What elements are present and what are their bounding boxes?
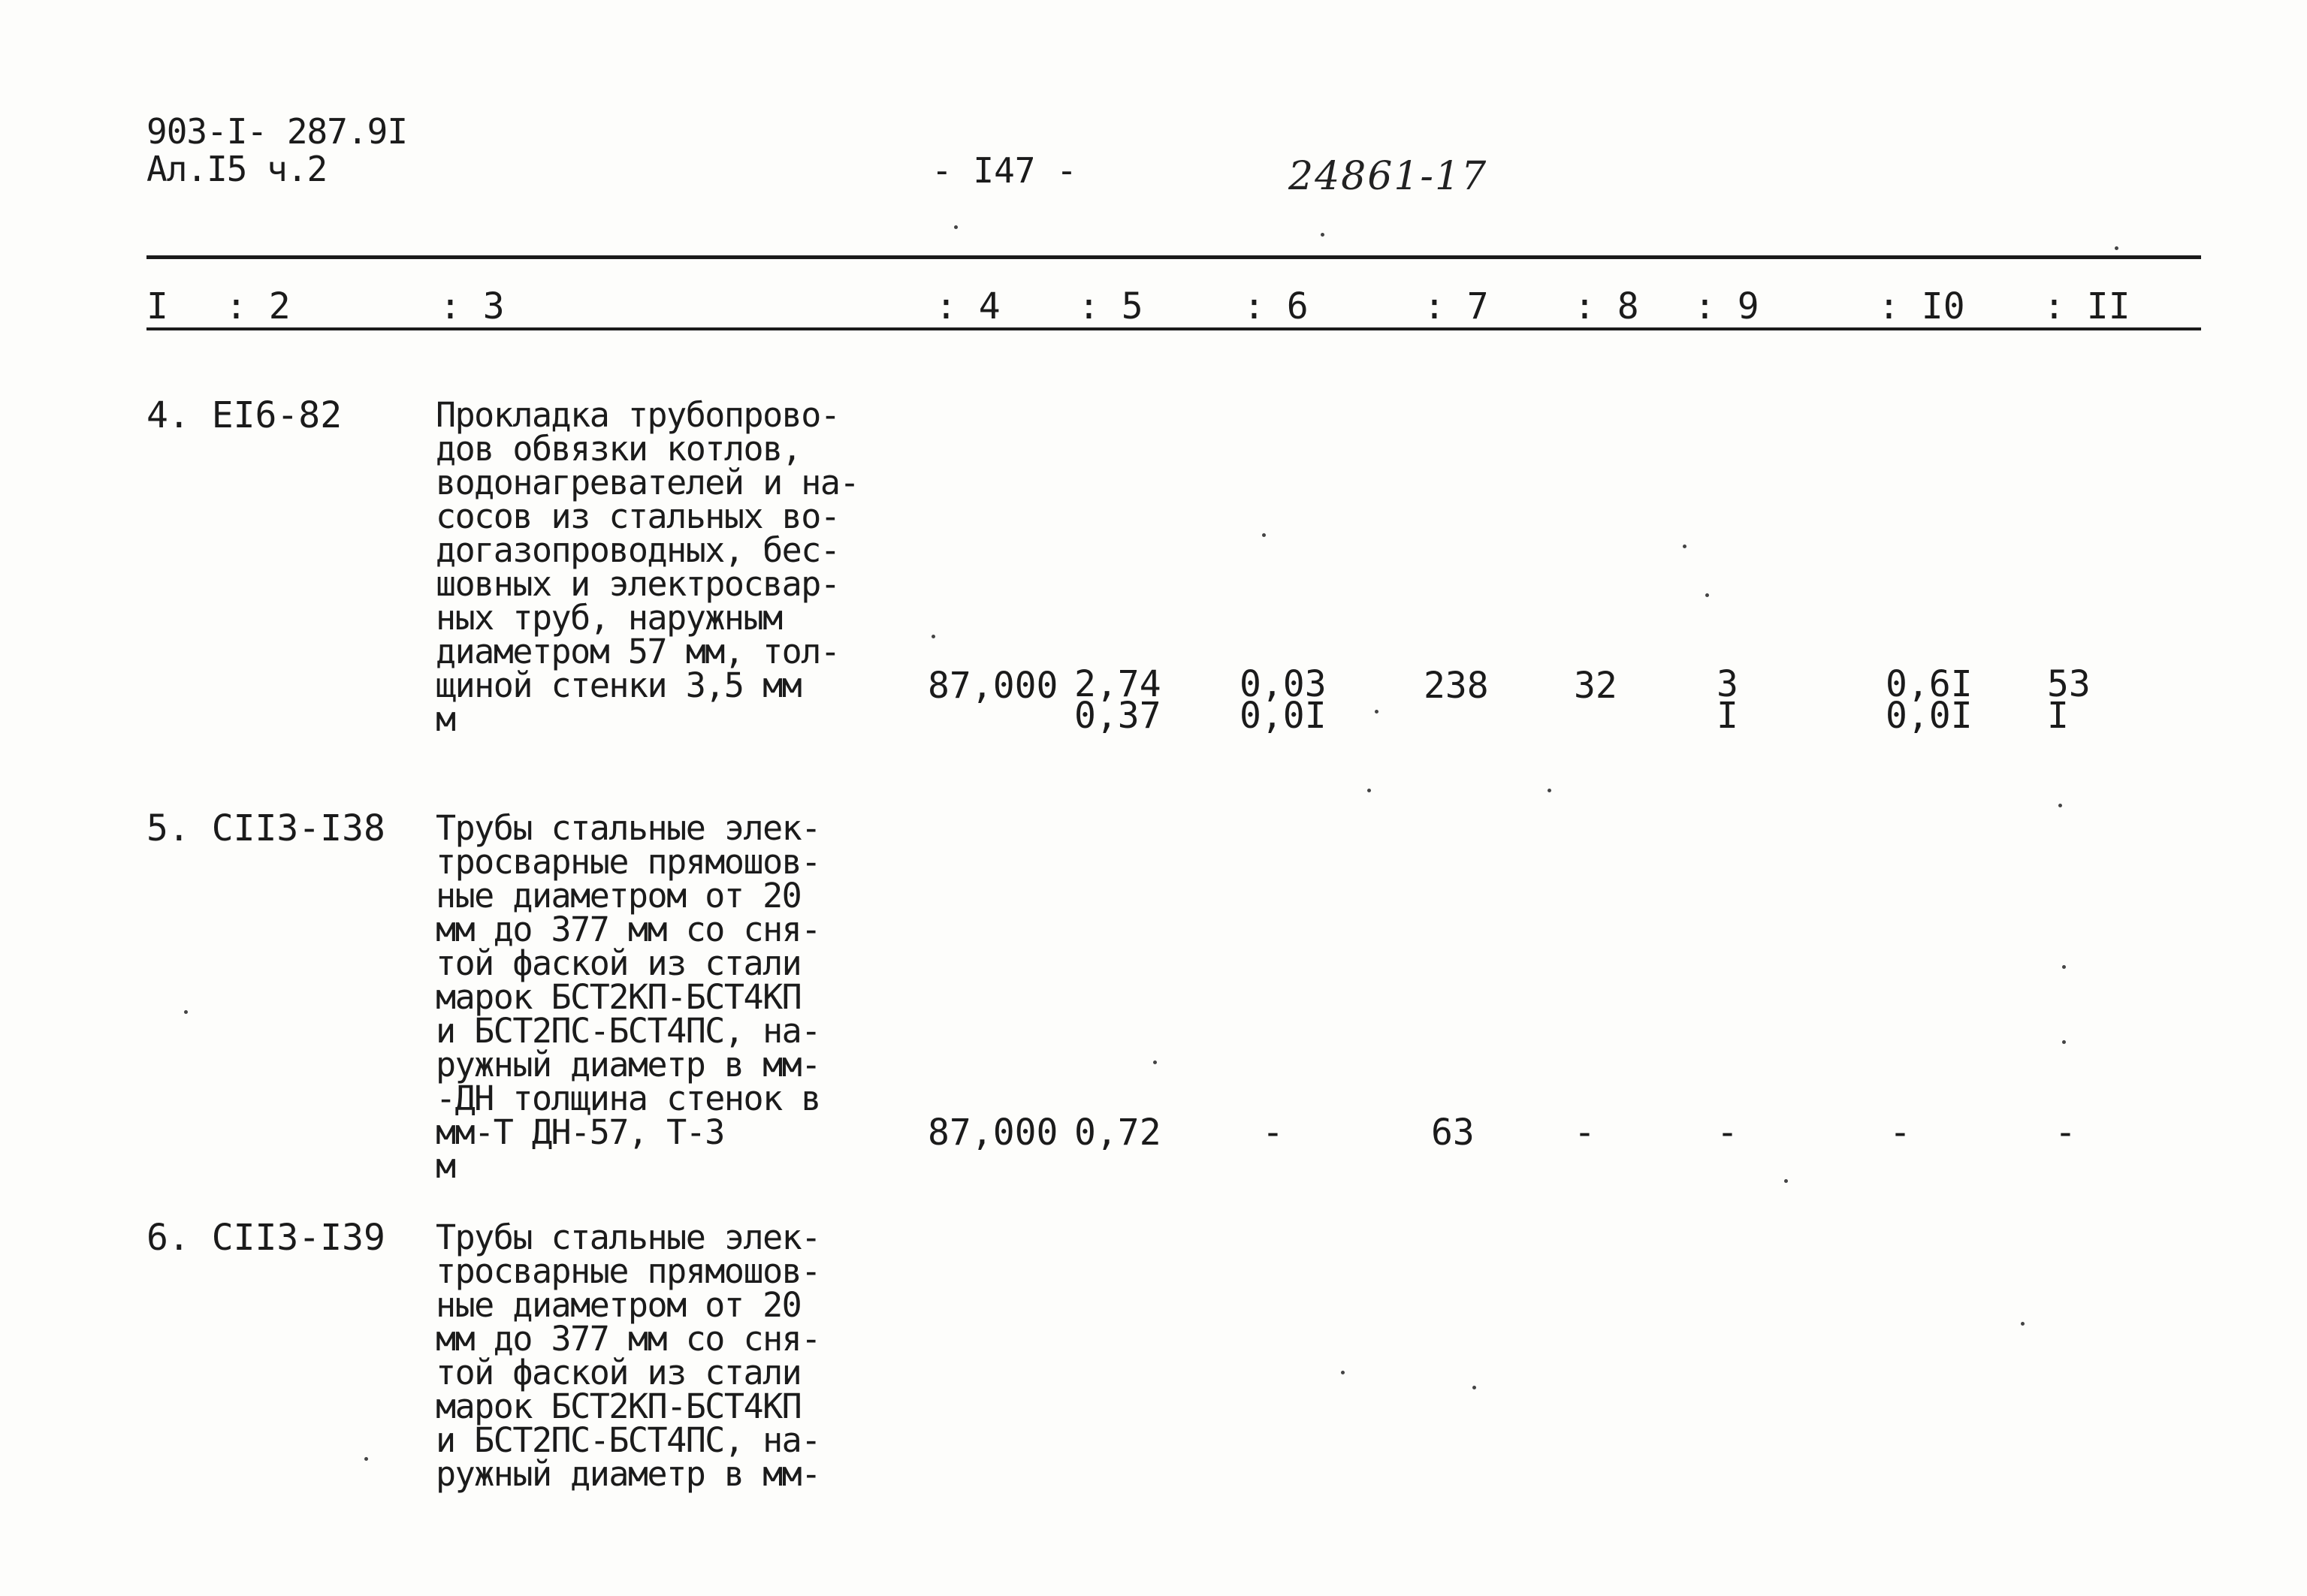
scan-speck xyxy=(1683,545,1686,548)
table-row-4-col10-a: 0,6I xyxy=(1886,663,1973,705)
col-header-6: : 6 xyxy=(1243,285,1309,327)
table-row-4-col8: 32 xyxy=(1574,665,1617,707)
table-row-4-description: Прокладка трубопрово- дов обвязки котлов, водонагревателей и на- сосов из стальных во- догазопроводных, бес- шовных и электросвар- ных труб, наружным диаметром 57 мм, тол- щиной стенки 3,5 мм м xyxy=(436,395,859,739)
col-header-7: : 7 xyxy=(1424,285,1489,327)
page-number: - I47 - xyxy=(932,150,1077,191)
scan-speck xyxy=(1472,1386,1476,1389)
table-row-4-col7: 238 xyxy=(1424,665,1489,707)
scan-speck xyxy=(1367,789,1371,792)
scan-speck xyxy=(2062,1040,2066,1044)
table-row-5-col4: 87,000 xyxy=(928,1112,1058,1154)
scan-speck xyxy=(2021,1322,2025,1326)
table-row-4-col10-b: 0,0I xyxy=(1886,695,1973,737)
column-header-rule xyxy=(146,327,2201,330)
table-row-4-col9-b: I xyxy=(1717,695,1738,737)
scan-speck xyxy=(364,1457,368,1461)
col-header-8: : 8 xyxy=(1574,285,1639,327)
table-row-4-col6-a: 0,03 xyxy=(1240,663,1327,705)
table-row-5-col8: - xyxy=(1574,1112,1596,1154)
table-row-5-code: 5. CII3-I38 xyxy=(146,807,385,849)
top-rule xyxy=(146,255,2201,259)
table-row-5-col10: - xyxy=(1889,1112,1911,1154)
table-row-5-col5: 0,72 xyxy=(1074,1112,1161,1154)
table-row-4-col11-b: I xyxy=(2047,695,2069,737)
col-header-2: : 2 xyxy=(225,285,291,327)
table-row-5-description: Трубы стальные элек- тросварные прямошов- ные диаметром от 20 мм до 377 мм со сня- той фаской из стали марок БСТ2КП-БСТ4КП и БСТ2ПС-БСТ4ПС, на- ружный диаметр в мм- -ДН толщина стенок в мм-Т ДН-57, Т-3 м xyxy=(436,808,820,1186)
table-row-6-description: Трубы стальные элек- тросварные прямошов- ные диаметром от 20 мм до 377 мм со сня- той фаской из стали марок БСТ2КП-БСТ4КП и БСТ2ПС-БСТ4ПС, на- ружный диаметр в мм- xyxy=(436,1217,820,1494)
col-header-4: : 4 xyxy=(935,285,1001,327)
scan-speck xyxy=(1375,710,1378,714)
col-header-10: : I0 xyxy=(1878,285,1965,327)
table-row-4-col9-a: 3 xyxy=(1717,663,1738,705)
col-header-9: : 9 xyxy=(1694,285,1759,327)
table-row-4-code: 4. EI6-82 xyxy=(146,394,343,436)
col-header-11: : II xyxy=(2043,285,2130,327)
table-row-4-col5-a: 2,74 xyxy=(1074,663,1161,705)
table-row-6-code: 6. CII3-I39 xyxy=(146,1217,385,1259)
table-row-4-col6-b: 0,0I xyxy=(1240,695,1327,737)
doc-code-line2: Ал.I5 ч.2 xyxy=(146,149,328,189)
scan-speck xyxy=(932,635,935,638)
scan-speck xyxy=(954,225,958,229)
scan-speck xyxy=(1548,789,1551,792)
scan-speck xyxy=(1341,1371,1345,1374)
table-row-5-col11: - xyxy=(2055,1112,2076,1154)
doc-code-line1: 903-I- 287.9I xyxy=(146,111,408,152)
col-header-1: I xyxy=(146,285,168,327)
scan-speck xyxy=(2058,804,2062,807)
scan-speck xyxy=(1784,1179,1788,1183)
table-row-4-col5-b: 0,37 xyxy=(1074,695,1161,737)
table-row-5-col6: - xyxy=(1262,1112,1284,1154)
handwritten-number: 24861-17 xyxy=(1288,154,1488,199)
scan-speck xyxy=(1153,1060,1157,1064)
scan-speck xyxy=(1262,533,1266,537)
scan-speck xyxy=(2115,246,2118,250)
scan-speck xyxy=(184,1010,188,1014)
scan-speck xyxy=(1321,233,1324,237)
table-row-5-col7: 63 xyxy=(1431,1112,1475,1154)
table-row-4-col4: 87,000 xyxy=(928,665,1058,707)
table-row-5-col9: - xyxy=(1717,1112,1738,1154)
col-header-3: : 3 xyxy=(439,285,505,327)
scan-speck xyxy=(1705,593,1709,597)
table-row-4-col11-a: 53 xyxy=(2047,663,2091,705)
col-header-5: : 5 xyxy=(1078,285,1143,327)
scan-speck xyxy=(2062,965,2066,969)
